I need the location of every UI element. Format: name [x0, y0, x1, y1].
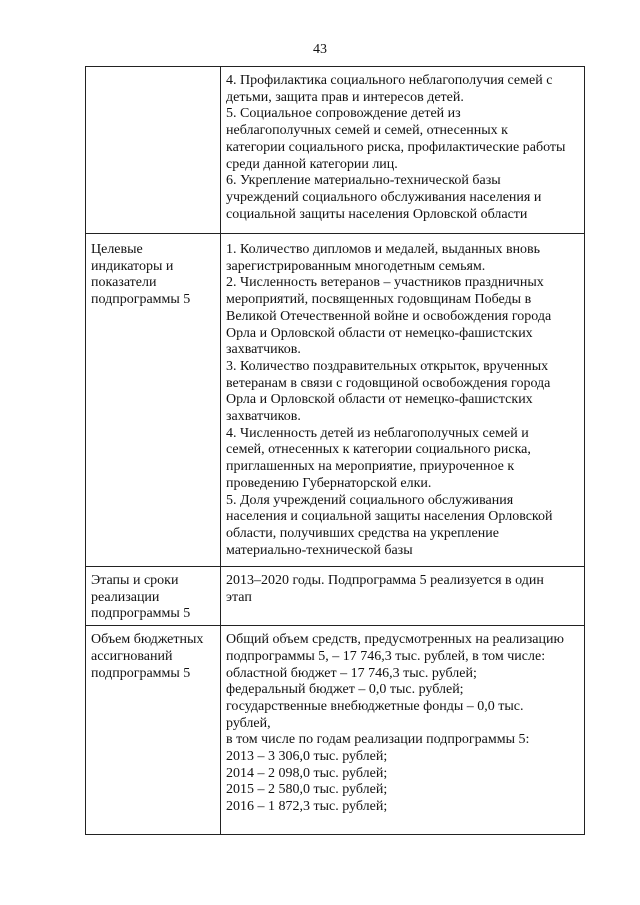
row-label-line: ассигнований	[91, 648, 173, 664]
table-row-target-indicators	[86, 234, 585, 567]
row-content-line: захватчиков.	[226, 342, 301, 358]
table-row-stages-and-terms	[86, 567, 585, 626]
row-content-line: подпрограммы 5, – 17 746,3 тыс. рублей, в том числе:	[226, 648, 546, 664]
row-content-line: 1. Количество дипломов и медалей, выданных вновь	[226, 242, 541, 257]
row-content-line: этап	[226, 589, 252, 605]
row-content-line: семей, отнесенных к категории социального риска,	[226, 442, 531, 458]
row-content-line: 5. Социальное сопровождение детей из	[226, 106, 461, 122]
row-label-cell	[86, 567, 221, 626]
row-label-line: показатели	[91, 275, 157, 291]
subprogram-passport-table	[85, 66, 585, 835]
row-content-cell	[221, 234, 585, 567]
row-content-line: Орла и Орловской области от немецко-фашистских	[226, 392, 533, 408]
row-content-line: материально-технической базы	[226, 542, 413, 558]
row-label-line: Объем бюджетных	[91, 632, 204, 648]
row-content-line: ветеранам в связи с годовщиной освобождения города	[226, 375, 551, 391]
row-content-line: областной бюджет – 17 746,3 тыс. рублей;	[226, 665, 477, 681]
row-label-line: реализации	[91, 589, 160, 605]
row-content-line: Общий объем средств, предусмотренных на реализацию	[226, 632, 564, 648]
row-label-line: подпрограммы 5	[91, 292, 191, 308]
row-content-line: федеральный бюджет – 0,0 тыс. рублей;	[226, 682, 464, 698]
row-label-line: подпрограммы 5	[91, 665, 191, 681]
row-content-line: захватчиков.	[226, 409, 301, 425]
row-content-line: неблагополучных семей и семей, отнесенных к	[226, 123, 508, 139]
row-content-line: мероприятий, посвященных годовщинам Победы в	[226, 292, 532, 308]
row-content-line: 4. Профилактика социального неблагополучия семей с	[226, 73, 553, 88]
row-content-line: 3. Количество поздравительных открыток, врученных	[226, 358, 549, 374]
row-label-cell	[86, 67, 221, 234]
row-content-line: 2. Численность ветеранов – участников праздничных	[226, 275, 544, 291]
row-content-line: населения и социальной защиты населения Орловской	[226, 509, 553, 525]
row-label-cell	[86, 234, 221, 567]
row-content-line: проведению Губернаторской елки.	[226, 475, 432, 491]
row-content-line: области, получивших средства на укрепление	[226, 525, 499, 541]
row-content-line: 2013–2020 годы. Подпрограмма 5 реализуется в один	[226, 573, 544, 588]
row-content-line: 2015 – 2 580,0 тыс. рублей;	[226, 782, 388, 798]
row-label-line: подпрограммы 5	[91, 606, 191, 622]
row-content-line: 2014 – 2 098,0 тыс. рублей;	[226, 765, 388, 781]
row-content-line: рублей,	[226, 715, 271, 731]
row-content-line: категории социального риска, профилактические работы	[226, 139, 566, 155]
row-content-line: приглашенных на мероприятие, приуроченное к	[226, 459, 515, 475]
row-content-line: Великой Отечественной войне и освобождения города	[226, 308, 552, 324]
row-content-line: государственные внебюджетные фонды – 0,0 тыс.	[226, 698, 524, 714]
row-content-cell	[221, 626, 585, 835]
row-content-line: учреждений социального обслуживания населения и	[226, 189, 542, 205]
row-content-line: в том числе по годам реализации подпрограммы 5:	[226, 732, 530, 748]
row-content-line: детьми, защита прав и интересов детей.	[226, 89, 464, 105]
page-number: 43	[313, 42, 327, 57]
row-content-line: 6. Укрепление материально-технической базы	[226, 173, 501, 189]
row-label-line: Целевые	[91, 242, 143, 257]
row-content-line: социальной защиты населения Орловской области	[226, 206, 528, 222]
table-row-tasks-continued	[86, 67, 585, 234]
row-content-line: 2013 – 3 306,0 тыс. рублей;	[226, 749, 388, 765]
table-row-budget-allocations	[86, 626, 585, 835]
row-content-line: 4. Численность детей из неблагополучных семей и	[226, 425, 529, 441]
row-label-line: Этапы и сроки	[91, 573, 179, 588]
row-label-cell	[86, 626, 221, 835]
row-content-line: среди данной категории лиц.	[226, 156, 398, 172]
row-content-line: 2016 – 1 872,3 тыс. рублей;	[226, 799, 388, 815]
row-content-line: Орла и Орловской области от немецко-фашистских	[226, 325, 533, 341]
row-label-line: индикаторы и	[91, 258, 174, 274]
row-content-cell	[221, 567, 585, 626]
row-content-cell	[221, 67, 585, 234]
row-content-line: зарегистрированным многодетным семьям.	[226, 258, 486, 274]
row-content-line: 5. Доля учреждений социального обслуживания	[226, 492, 514, 508]
